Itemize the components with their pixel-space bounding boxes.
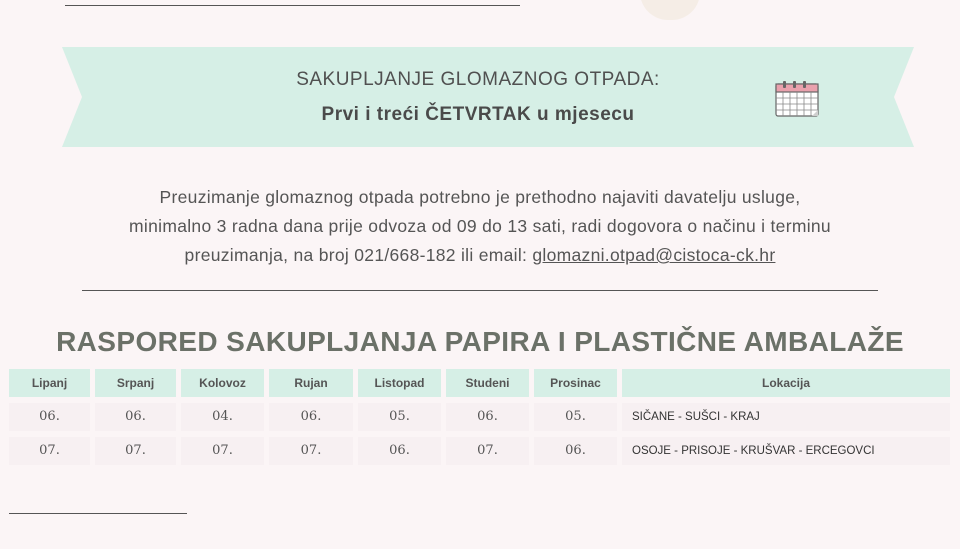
header-srpanj: Srpanj [95, 369, 176, 397]
header-rujan: Rujan [269, 369, 353, 397]
location-cell: OSOJE - PRISOJE - KRUŠVAR - ERCEGOVCI [622, 437, 950, 465]
middle-divider [82, 290, 878, 291]
table-cell: 05. [534, 403, 617, 431]
email-link[interactable]: glomazni.otpad@cistoca-ck.hr [532, 245, 776, 265]
header-prosinac: Prosinac [534, 369, 617, 397]
table-cell: 07. [181, 437, 264, 465]
table-cell: 07. [446, 437, 529, 465]
header-listopad: Listopad [358, 369, 441, 397]
banner-subtitle: Prvi i treći ČETVRTAK u mjesecu [321, 104, 635, 125]
calendar-icon [769, 79, 825, 119]
table-cell: 07. [269, 437, 353, 465]
table-cell: 06. [9, 403, 90, 431]
schedule-title: RASPORED SAKUPLJANJA PAPIRA I PLASTIČNE AMBALAŽE [56, 326, 904, 357]
table-cell: 06. [269, 403, 353, 431]
decorative-shape [640, 0, 700, 20]
table-cell: 06. [95, 403, 176, 431]
banner-title: SAKUPLJANJE GLOMAZNOG OTPADA: [296, 69, 660, 90]
header-kolovoz: Kolovoz [181, 369, 264, 397]
header-lokacija: Lokacija [622, 369, 950, 397]
table-cell: 06. [358, 437, 441, 465]
table-cell: 06. [446, 403, 529, 431]
header-lipanj: Lipanj [9, 369, 90, 397]
top-divider [65, 5, 520, 6]
table-cell: 06. [534, 437, 617, 465]
bulky-waste-banner [62, 47, 914, 147]
info-paragraph [40, 183, 920, 270]
location-cell: SIČANE - SUŠCI - KRAJ [622, 403, 950, 431]
info-line-3-text: preuzimanja, na broj 021/668-182 ili email: [184, 245, 533, 265]
table-cell: 07. [9, 437, 90, 465]
table-cell: 07. [95, 437, 176, 465]
table-cell: 04. [181, 403, 264, 431]
table-cell: 05. [358, 403, 441, 431]
header-studeni: Studeni [446, 369, 529, 397]
info-line-2: minimalno 3 radna dana prije odvoza od 09 do 13 sati, radi dogovora o načinu i terminu [129, 216, 831, 236]
bottom-divider [9, 513, 187, 514]
info-line-3 [40, 241, 920, 270]
info-line-1: Preuzimanje glomaznog otpada potrebno je prethodno najaviti davatelju usluge, [159, 187, 801, 207]
